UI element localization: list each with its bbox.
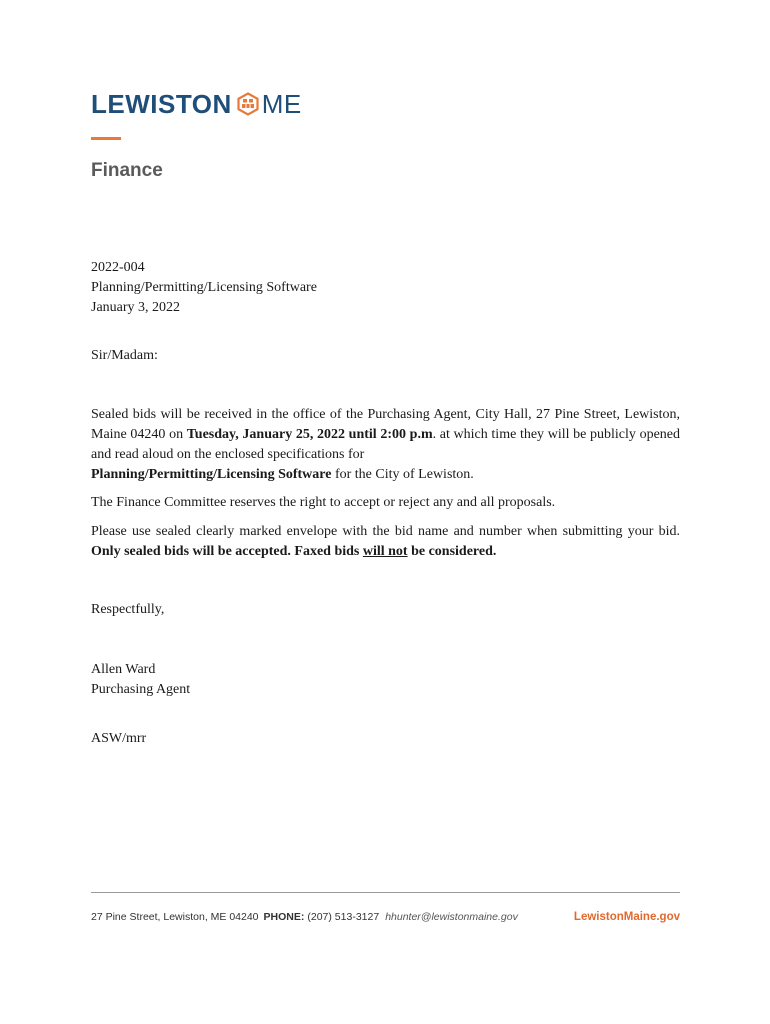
logo-wordmark: LEWISTON bbox=[91, 89, 232, 119]
footer-divider bbox=[91, 892, 680, 893]
not-considered-notice: be considered. bbox=[407, 544, 497, 559]
department-title: Finance bbox=[91, 160, 163, 181]
bid-deadline: Tuesday, January 25, 2022 until 2:00 p.m bbox=[186, 427, 433, 442]
bid-paragraph-intro: Sealed bids will be received in the office of the Purchasing Agent, City Hall, 27 Pine Street, Lewiston, Maine 04240 on bbox=[91, 407, 680, 442]
salutation: Sir/Madam: bbox=[91, 348, 158, 363]
bid-paragraph-last-line bbox=[91, 465, 680, 485]
reference-block bbox=[91, 258, 317, 318]
hexagon-emblem-icon bbox=[236, 92, 260, 116]
typist-initials: ASW/mrr bbox=[91, 731, 147, 746]
signer-title: Purchasing Agent bbox=[91, 682, 191, 697]
bid-paragraph-middle: . at which time they will be publicly opened and read aloud on the enclosed specifications for bbox=[91, 427, 680, 462]
bid-paragraph bbox=[91, 405, 680, 485]
project-name: Planning/Permitting/Licensing Software bbox=[91, 467, 332, 482]
footer-email-link[interactable]: hhunter@lewistonmaine.gov bbox=[385, 911, 518, 923]
will-not-emphasis: will not bbox=[362, 544, 408, 559]
footer bbox=[91, 908, 680, 926]
footer-phone: (207) 513-3127 bbox=[307, 911, 380, 923]
logo-state: ME bbox=[261, 89, 302, 119]
bid-paragraph-end: for the City of Lewiston. bbox=[331, 467, 474, 482]
footer-website-link[interactable]: LewistonMaine.gov bbox=[573, 911, 680, 923]
committee-paragraph: The Finance Committee reserves the right to accept or reject any and all proposals. bbox=[91, 495, 556, 510]
submission-paragraph bbox=[91, 522, 680, 562]
signer-name: Allen Ward bbox=[91, 662, 156, 677]
accent-divider bbox=[91, 137, 121, 140]
closing: Respectfully, bbox=[91, 602, 165, 617]
city-logo bbox=[91, 88, 302, 120]
bid-number: 2022-004 bbox=[91, 260, 145, 275]
sealed-bids-notice: Only sealed bids will be accepted. Faxed bids bbox=[91, 544, 363, 559]
footer-address: 27 Pine Street, Lewiston, ME 04240 bbox=[91, 911, 259, 923]
letter-date: January 3, 2022 bbox=[91, 300, 181, 315]
signature-block bbox=[91, 660, 190, 700]
submission-instructions: Please use sealed clearly marked envelope with the bid name and number when submitting your bid. bbox=[91, 524, 680, 539]
footer-phone-label: PHONE: bbox=[263, 911, 305, 923]
bid-subject: Planning/Permitting/Licensing Software bbox=[91, 280, 317, 295]
